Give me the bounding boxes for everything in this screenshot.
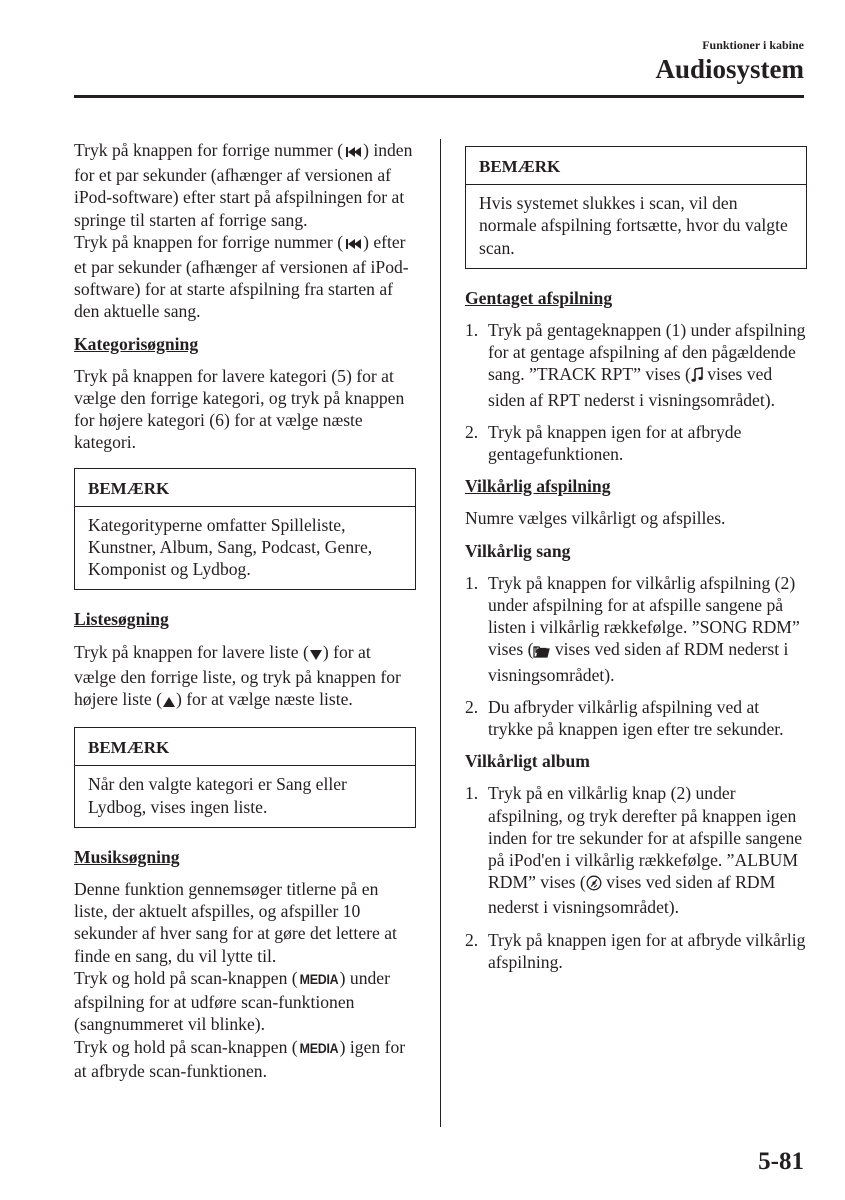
heading-gentaget-afspilning: Gentaget afspilning <box>465 287 613 308</box>
previous-track-icon <box>343 142 363 164</box>
previous-track-icon <box>343 234 363 256</box>
note-title: BEMÆRK <box>466 147 806 185</box>
media-button-label: MEDIA <box>299 1040 338 1056</box>
list-item: 1. Tryk på knappen for vilkårlig afspilning (2) under afspilning for at afspille sangene på listen i vilkårlig rækkefølge. ”SONG RDM” vises ( vises ved siden af RDM nederst i visningsområdet). <box>465 572 800 685</box>
heading-musiksogning: Musiksøgning <box>74 846 180 867</box>
media-button-label: MEDIA <box>299 971 338 987</box>
album-list <box>465 782 807 973</box>
note-body: Hvis systemet slukkes i scan, vil den normale afspilning fortsætte, hvor du valgte scan. <box>479 193 788 258</box>
sang-list <box>465 572 807 740</box>
paragraph-liste: Tryk på knappen for lavere liste ( ) for at vælge den forrige liste, og tryk på knappen for højere liste ( ) for at vælge næste liste. <box>74 641 416 714</box>
heading-vilkarligt-album: Vilkårligt album <box>465 751 590 772</box>
section-title: Funktioner i kabine <box>702 38 804 52</box>
note-body: Kategorityperne omfatter Spilleliste, Kunstner, Album, Sang, Podcast, Genre, Komponist og Lydbog. <box>88 514 373 580</box>
music-note-icon <box>691 366 703 388</box>
paragraph-musik-2: Tryk og hold på scan-knappen ( MEDIA) under afspilning for at udføre scan-funktionen (sangnummeret vil blinke). <box>74 967 390 1035</box>
paragraph-prev-track-1: Tryk på knappen for forrige nummer ( ) inden for et par sekunder (afhænger af versionen af iPod-software) efter start på afspilningen for at springe til starten af forrige sang. <box>74 140 413 230</box>
list-item: 1. Tryk på en vilkårlig knap (2) under afspilning, og tryk derefter på knappen igen inden for tre sekunder for at afspille sangene på iPod'en i vilkårlig rækkefølge. ”ALBUM RDM” vises ( vises ved siden af RDM nederst i visningsområdet). <box>465 783 803 918</box>
paragraph-vilkarlig: Numre vælges vilkårligt og afspilles. <box>465 508 726 529</box>
paragraph-prev-track-2: Tryk på knappen for forrige nummer ( ) efter et par sekunder (afhænger af versionen af iPod-software) for at starte afspilning fra starten af den aktuelle sang. <box>74 231 409 322</box>
note-box <box>74 727 416 828</box>
list-item: 2. Du afbryder vilkårlig afspilning ved at trykke på knappen igen efter tre sekunder. <box>465 696 784 740</box>
page-number: 5-81 <box>758 1148 804 1175</box>
note-title: BEMÆRK <box>75 728 415 766</box>
left-column <box>74 139 416 1092</box>
disc-icon <box>586 874 602 896</box>
paragraph-kategori: Tryk på knappen for lavere kategori (5) for at vælge den forrige kategori, og tryk på knappen for højere kategori (6) for at vælge næste kategori. <box>74 365 405 453</box>
right-column <box>465 139 807 983</box>
down-triangle-icon <box>309 644 323 666</box>
heading-vilkarlig-afspilning: Vilkårlig afspilning <box>465 476 611 497</box>
paragraph-musik-3: Tryk og hold på scan-knappen ( MEDIA) igen for at afbryde scan-funktionen. <box>74 1036 406 1081</box>
folder-icon <box>533 641 550 663</box>
header-rule <box>74 95 804 98</box>
note-body: Når den valgte kategori er Sang eller Lydbog, vises ingen liste. <box>88 774 347 817</box>
heading-listesogning: Listesøgning <box>74 609 169 630</box>
list-item: 1. Tryk på gentageknappen (1) under afspilning for at gentage afspilning af den pågældende sang. ”TRACK RPT” vises ( vises ved siden af RPT nederst i visningsområdet). <box>465 320 806 410</box>
column-divider <box>440 139 441 1127</box>
gentag-list <box>465 319 807 465</box>
note-title: BEMÆRK <box>75 469 415 507</box>
paragraph-musik-1: Denne funktion gennemsøger titlerne på en liste, der aktuelt afspilles, og afspiller 10 sekunder af hver sang for at gøre det lettere at finde en sang, du vil lytte til. <box>74 879 397 966</box>
list-item: 2. Tryk på knappen igen for at afbryde gentagefunktionen. <box>465 421 742 465</box>
up-triangle-icon <box>162 691 176 713</box>
page-title: Audiosystem <box>655 54 804 84</box>
heading-vilkarlig-sang: Vilkårlig sang <box>465 540 571 561</box>
list-item: 2. Tryk på knappen igen for at afbryde vilkårlig afspilning. <box>465 929 806 972</box>
note-box <box>465 146 807 269</box>
heading-kategorisogning: Kategorisøgning <box>74 333 199 354</box>
note-box <box>74 468 416 591</box>
